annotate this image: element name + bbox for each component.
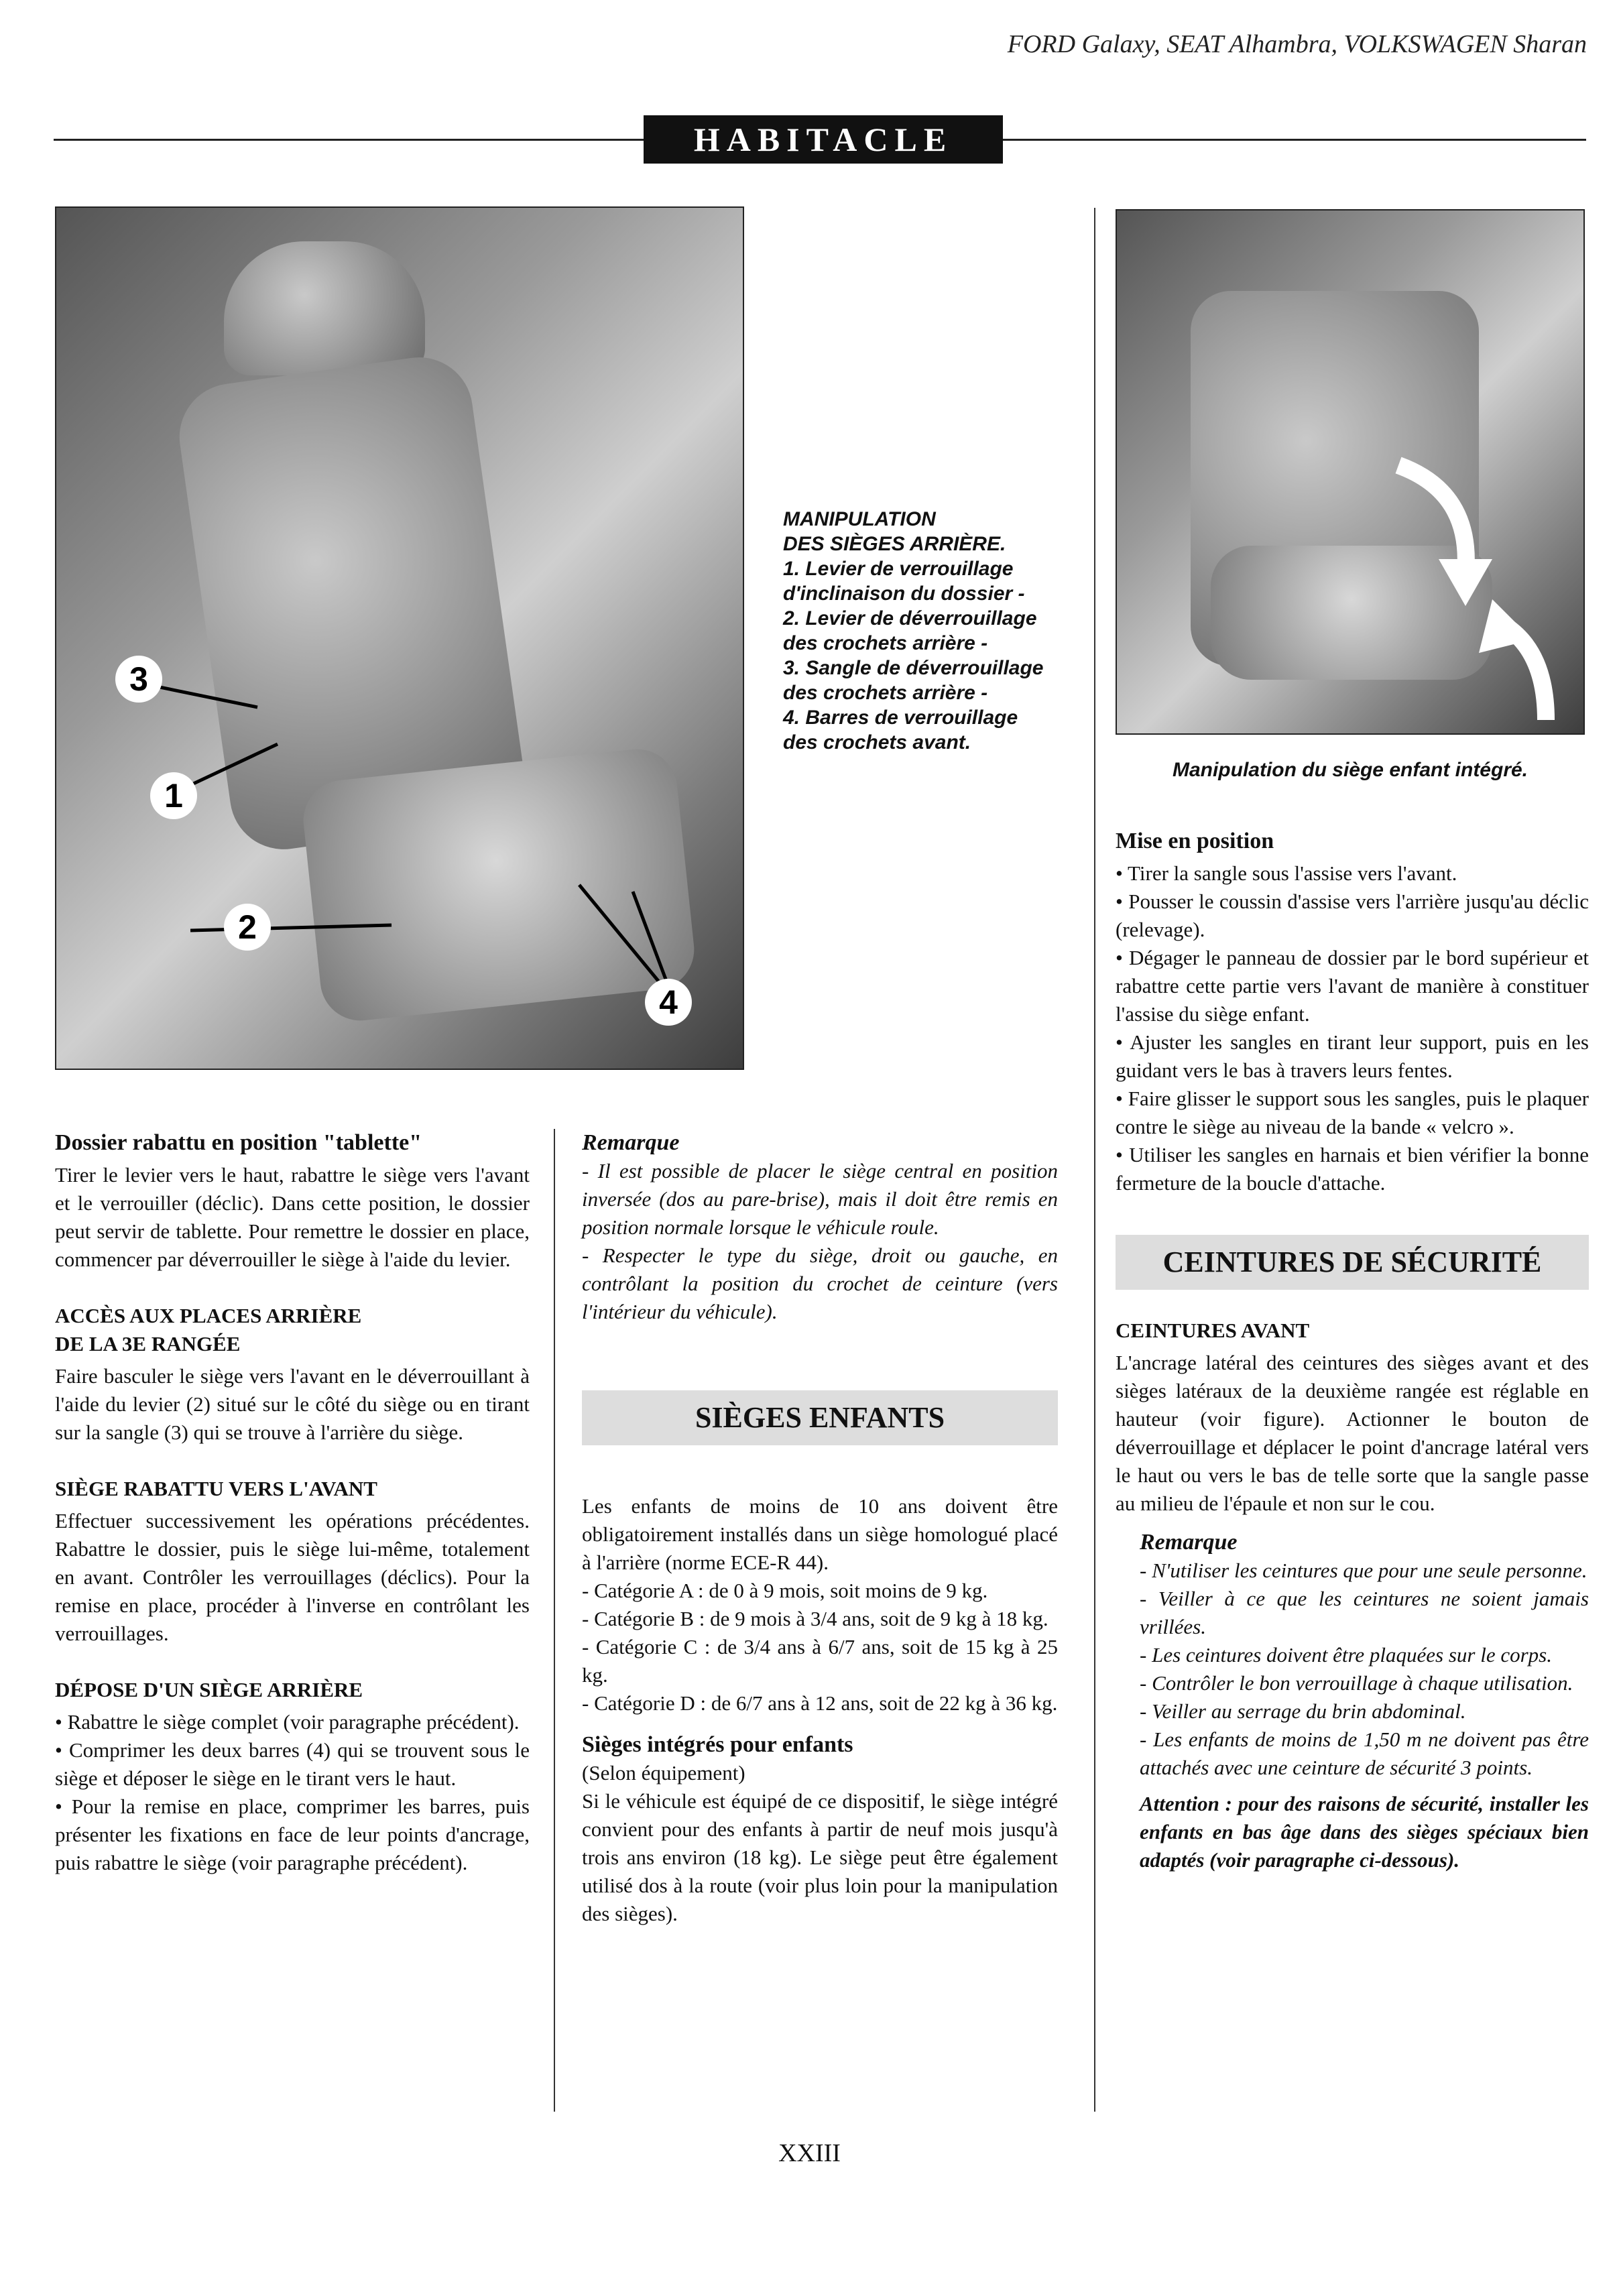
- mise-bullet-6: • Utiliser les sangles en harnais et bien vérifier la bonne fermeture de la boucle d'attache.: [1116, 1143, 1589, 1195]
- mise-heading: Mise en position: [1116, 829, 1274, 853]
- category-a: - Catégorie A : de 0 à 9 mois, soit moins de 9 kg.: [582, 1579, 988, 1602]
- seatbelts-banner: CEINTURES DE SÉCURITÉ: [1116, 1235, 1589, 1290]
- remark-2: - Respecter le type du siège, droit ou gauche, en contrôlant la position du crochet de ceinture (vers l'intérieur du véhicule).: [582, 1244, 1058, 1323]
- belt-attention: Attention : pour des raisons de sécurité, installer les enfants en bas âge dans des sièges spéciaux bien adaptés (voir paragraphe ci-dessous).: [1140, 1792, 1589, 1872]
- integrated-heading: Sièges intégrés pour enfants: [582, 1732, 853, 1757]
- mise-bullet-2: • Pousser le coussin d'assise vers l'arrière jusqu'au déclic (relevage).: [1116, 890, 1589, 941]
- seat-caption: [783, 507, 1078, 755]
- caption-title-1: MANIPULATION: [783, 508, 936, 530]
- removal-bullet-1: • Rabattre le siège complet (voir paragraphe précédent).: [55, 1710, 520, 1734]
- forward-heading: SIÈGE RABATTU VERS L'AVANT: [55, 1477, 377, 1500]
- front-belts-heading: CEINTURES AVANT: [1116, 1319, 1310, 1342]
- access-heading-1: ACCÈS AUX PLACES ARRIÈRE: [55, 1304, 362, 1327]
- belt-remark-3: - Les ceintures doivent être plaquées sur le corps.: [1140, 1643, 1552, 1667]
- callout-lines: [56, 208, 744, 1070]
- belt-remarks: [1116, 1528, 1589, 1874]
- category-c: - Catégorie C : de 3/4 ans à 6/7 ans, soit de 15 kg à 25 kg.: [582, 1635, 1058, 1687]
- callout-4: 4: [645, 979, 692, 1026]
- header-rule-left: [54, 139, 644, 141]
- access-text: Faire basculer le siège vers l'avant en le déverrouillant à l'aide du levier (2) situé sur le côté du siège ou en tirant sur la sangle (3) qui se trouve à l'arrière du siège.: [55, 1364, 530, 1444]
- callout-2: 2: [224, 904, 271, 951]
- column-rule-top: [1094, 208, 1095, 1254]
- integrated-text: Si le véhicule est équipé de ce dispositif, le siège intégré convient pour des enfants à partir de neuf mois jusqu'à trois ans environ (18 kg). Le siège peut être également utilisé dos à la route (voir plus loin pour la manipulation des sièges).: [582, 1789, 1058, 1925]
- column-rule-2: [1094, 1254, 1095, 2112]
- page-number: XXIII: [778, 2139, 841, 2167]
- child-seat-caption: Manipulation du siège enfant intégré.: [1172, 759, 1528, 781]
- caption-line: d'inclinaison du dossier -: [783, 583, 1025, 605]
- caption-line: des crochets arrière -: [783, 682, 988, 704]
- category-d: - Catégorie D : de 6/7 ans à 12 ans, soit de 22 kg à 36 kg.: [582, 1691, 1058, 1715]
- mise-bullet-4: • Ajuster les sangles en tirant leur support, puis en les guidant vers le bas à travers leurs fentes.: [1116, 1030, 1589, 1082]
- column-1: [55, 1129, 530, 1877]
- belt-remark-heading: Remarque: [1140, 1530, 1238, 1555]
- access-heading-2: DE LA 3E RANGÉE: [55, 1332, 241, 1355]
- mise-bullet-3: • Dégager le panneau de dossier par le bord supérieur et rabattre cette partie vers l'avant de manière à constituer l'assise du siège enfant.: [1116, 946, 1589, 1026]
- running-header: FORD Galaxy, SEAT Alhambra, VOLKSWAGEN Sharan: [1007, 30, 1587, 58]
- section-title: HABITACLE: [644, 115, 1003, 164]
- mise-bullet-1: • Tirer la sangle sous l'assise vers l'avant.: [1116, 861, 1457, 885]
- caption-line: 4. Barres de verrouillage: [783, 707, 1018, 729]
- belt-remark-4: - Contrôler le bon verrouillage à chaque utilisation.: [1140, 1671, 1573, 1695]
- belt-remark-6: - Les enfants de moins de 1,50 m ne doivent pas être attachés avec une ceinture de sécurité 3 points.: [1140, 1728, 1589, 1779]
- child-seats-banner: SIÈGES ENFANTS: [582, 1390, 1058, 1445]
- belt-remark-5: - Veiller au serrage du brin abdominal.: [1140, 1699, 1466, 1723]
- mise-bullet-5: • Faire glisser le support sous les sangles, puis le plaquer contre le siège au niveau de la bande « velcro ».: [1116, 1087, 1589, 1138]
- caption-line: 2. Levier de déverrouillage: [783, 607, 1037, 629]
- column-3: [1116, 827, 1589, 1874]
- remark-heading: Remarque: [582, 1130, 680, 1155]
- column-rule-1: [554, 1129, 555, 2112]
- belt-remark-1: - N'utiliser les ceintures que pour une seule personne.: [1140, 1559, 1587, 1582]
- child-seats-intro: Les enfants de moins de 10 ans doivent être obligatoirement installés dans un siège homologué placé à l'arrière (norme ECE-R 44).: [582, 1494, 1058, 1574]
- caption-line: des crochets avant.: [783, 731, 971, 753]
- tablette-text: Tirer le levier vers le haut, rabattre le siège vers l'avant et le verrouiller (déclic). Dans cette position, le dossier peut servir de tablette. Pour remettre le dossier en place, commencer par déverrouiller le siège à l'aide du levier.: [55, 1163, 530, 1271]
- header-rule-right: [1003, 139, 1586, 141]
- front-belts-text: L'ancrage latéral des ceintures des sièges avant et des sièges latéraux de la deuxième rangée est réglable en hauteur (voir figure). Actionner le bouton de déverrouillage et déplacer le point d'ancrage latéral vers le haut ou vers le bas de telle sorte que la sangle passe au milieu de l'épaule et non sur le cou.: [1116, 1351, 1589, 1515]
- integrated-subtitle: (Selon équipement): [582, 1761, 745, 1785]
- callout-1: 1: [150, 772, 197, 819]
- caption-line: 3. Sangle de déverrouillage: [783, 657, 1044, 679]
- forward-text: Effectuer successivement les opérations précédentes. Rabattre le dossier, puis le siège lui-même, totalement en avant. Contrôler les verrouillages (déclics). Pour la remise en place, procéder à l'inverse en contrôlant les verrouillages.: [55, 1509, 530, 1645]
- child-seat-photo: [1116, 209, 1585, 735]
- tablette-heading: Dossier rabattu en position "tablette": [55, 1130, 422, 1155]
- caption-line: 1. Levier de verrouillage: [783, 558, 1014, 580]
- arrows: [1117, 210, 1585, 735]
- caption-title-2: DES SIÈGES ARRIÈRE.: [783, 533, 1006, 555]
- category-b: - Catégorie B : de 9 mois à 3/4 ans, soit de 9 kg à 18 kg.: [582, 1607, 1048, 1630]
- removal-bullet-3: • Pour la remise en place, comprimer les barres, puis présenter les fixations en face de leur points d'ancrage, puis rabattre le siège (voir paragraphe précédent).: [55, 1795, 530, 1874]
- belt-remark-2: - Veiller à ce que les ceintures ne soient jamais vrillées.: [1140, 1587, 1589, 1638]
- removal-bullet-2: • Comprimer les deux barres (4) qui se trouvent sous le siège et déposer le siège en le tirant vers le haut.: [55, 1738, 530, 1790]
- remark-1: - Il est possible de placer le siège central en position inversée (dos au pare-brise), mais il doit être remis en position normale lorsque le véhicule roule.: [582, 1159, 1058, 1239]
- seat-photo: [55, 206, 744, 1070]
- column-2: [582, 1129, 1058, 1928]
- callout-3: 3: [115, 656, 162, 703]
- removal-heading: DÉPOSE D'UN SIÈGE ARRIÈRE: [55, 1678, 363, 1701]
- caption-line: des crochets arrière -: [783, 632, 988, 654]
